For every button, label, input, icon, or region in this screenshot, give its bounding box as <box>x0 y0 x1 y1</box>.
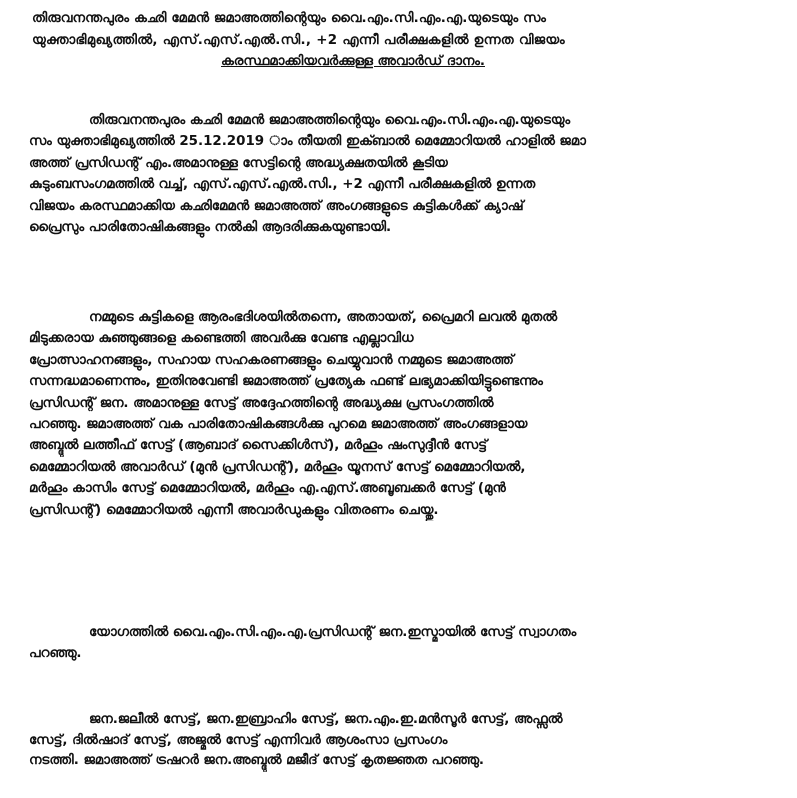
paragraph-line: പ്രസിഡന്റ്) മെമ്മോറിയൽ എന്നീ അവാർഡുകളും വിതരണം ചെയ്തു. <box>29 502 439 518</box>
paragraph-line: സേട്ട്, ദിൽഷാദ് സേട്ട്, അജ്മൽ സേട്ട് എന്നിവർ ആശംസാ പ്രസംഗം <box>29 732 448 748</box>
paragraph-line: മർഹൂം കാസിം സേട്ട് മെമ്മോറിയൽ, മർഹൂം എ.എസ്.അബൂബക്കർ സേട്ട് (മുൻ <box>29 481 506 497</box>
paragraph-line: പറഞ്ഞു. ജമാഅത്ത് വക പാരിതോഷികങ്ങൾക്കു പുറമെ ജമാഅത്ത് അംഗങ്ങളായ <box>29 416 528 432</box>
paragraph-line: പ്രസിഡന്റ് ജന. അമാനുള്ള സേട്ട് അദ്ദേഹത്തിന്റെ അദ്ധ്യക്ഷ പ്രസംഗത്തിൽ <box>29 395 494 411</box>
paragraph-line: പറഞ്ഞു. <box>29 645 82 661</box>
paragraph-line: നടത്തി. ജമാഅത്ത് ട്രഷറർ ജന.അബ്ദുൽ മജീദ് സേട്ട് കൃതജ്ഞത പറഞ്ഞു. <box>29 753 485 768</box>
paragraph-president-speech <box>0 307 797 521</box>
paragraph-line: ജന.ജലീൽ സേട്ട്, ജന.ഇബ്രാഹിം സേട്ട്, ജന.എം.ഇ.മൻസൂർ സേട്ട്, അഫ്സൽ <box>89 712 563 727</box>
paragraph-line: കുടുംബസംഗമത്തിൽ വച്ച്, എസ്.എസ്.എൽ.സി., +2 എന്നീ പരീക്ഷകളിൽ ഉന്നത <box>29 177 536 193</box>
paragraph-line: വിജയം കരസ്ഥമാക്കിയ കഛിമേമൻ ജമാഅത്ത് അംഗങ്ങളുടെ കുട്ടികൾക്ക് ക്യാഷ് <box>29 198 524 214</box>
paragraph-felicitations <box>0 710 797 772</box>
title-line-1: തിരുവനന്തപുരം കഛി മേമൻ ജമാഅത്തിന്റെയും വൈ.എം.സി.എം.എ.യുടെയും സം <box>32 11 547 26</box>
paragraph-welcome <box>0 623 797 664</box>
paragraph-line: അത്ത് പ്രസിഡന്റ് എം.അമാനുള്ള സേട്ടിന്റെ അദ്ധ്യക്ഷതയിൽ കൂടിയ <box>29 155 448 171</box>
paragraph-line: തിരുവനന്തപുരം കഛി മേമൻ ജമാഅത്തിന്റെയും വൈ.എം.സി.എം.എ.യുടെയും <box>89 113 571 128</box>
title-line-2: യുക്താഭിമുഖ്യത്തിൽ, എസ്.എസ്.എൽ.സി., +2 എന്നീ പരീക്ഷകളിൽ ഉന്നത വിജയം <box>32 32 565 48</box>
paragraph-line: സം യുക്താഭിമുഖ്യത്തിൽ 25.12.2019 ാം തീയതി ഇക്ബാൽ മെമ്മോറിയൽ ഹാളിൽ ജമാ <box>29 134 586 150</box>
document-title <box>0 8 797 73</box>
paragraph-line: യോഗത്തിൽ വൈ.എം.സി.എം.എ.പ്രസിഡന്റ് ജന.ഇസ്മായിൽ സേട്ട് സ്വാഗതം <box>89 625 577 640</box>
paragraph-line: മെമ്മോറിയൽ അവാർഡ് (മുൻ പ്രസിഡന്റ്), മർഹൂം യൂനസ് സേട്ട് മെമ്മോറിയൽ, <box>29 459 526 475</box>
paragraph-line: പ്രോത്സാഹനങ്ങളും, സഹായ സഹകരണങ്ങളും ചെയ്യുവാൻ നമ്മുടെ ജമാഅത്ത് <box>29 352 514 368</box>
paragraph-line: അബ്ദുൽ ലത്തീഫ് സേട്ട് (ആബാദ് സൈക്കിൾസ്), മർഹൂം ഷംസുദ്ദീൻ സേട്ട് <box>29 438 488 454</box>
title-line-3: കരസ്ഥമാക്കിയവർക്കുള്ള അവാർഡ് ദാനം. <box>221 54 485 69</box>
paragraph-line: സന്നദ്ധമാണെന്നും, ഇതിനുവേണ്ടി ജമാഅത്ത് പ്രത്യേക ഫണ്ട് ലഭ്യമാക്കിയിട്ടുണ്ടെന്നും <box>29 374 543 390</box>
paragraph-line: പ്രൈസും പാരിതോഷികങ്ങളും നൽകി ആദരിക്കുകയുണ്ടായി. <box>29 219 392 235</box>
paragraph-announcement <box>0 110 797 238</box>
paragraph-line: നമ്മുടെ കുട്ടികളെ ആരംഭദിശയിൽതന്നെ, അതായത്, പ്രൈമറി ലവൽ മുതൽ <box>89 310 558 325</box>
paragraph-line: മിടുക്കരായ കുഞ്ഞുങ്ങളെ കണ്ടെത്തി അവർക്കു വേണ്ട എല്ലാവിധ <box>29 331 414 347</box>
